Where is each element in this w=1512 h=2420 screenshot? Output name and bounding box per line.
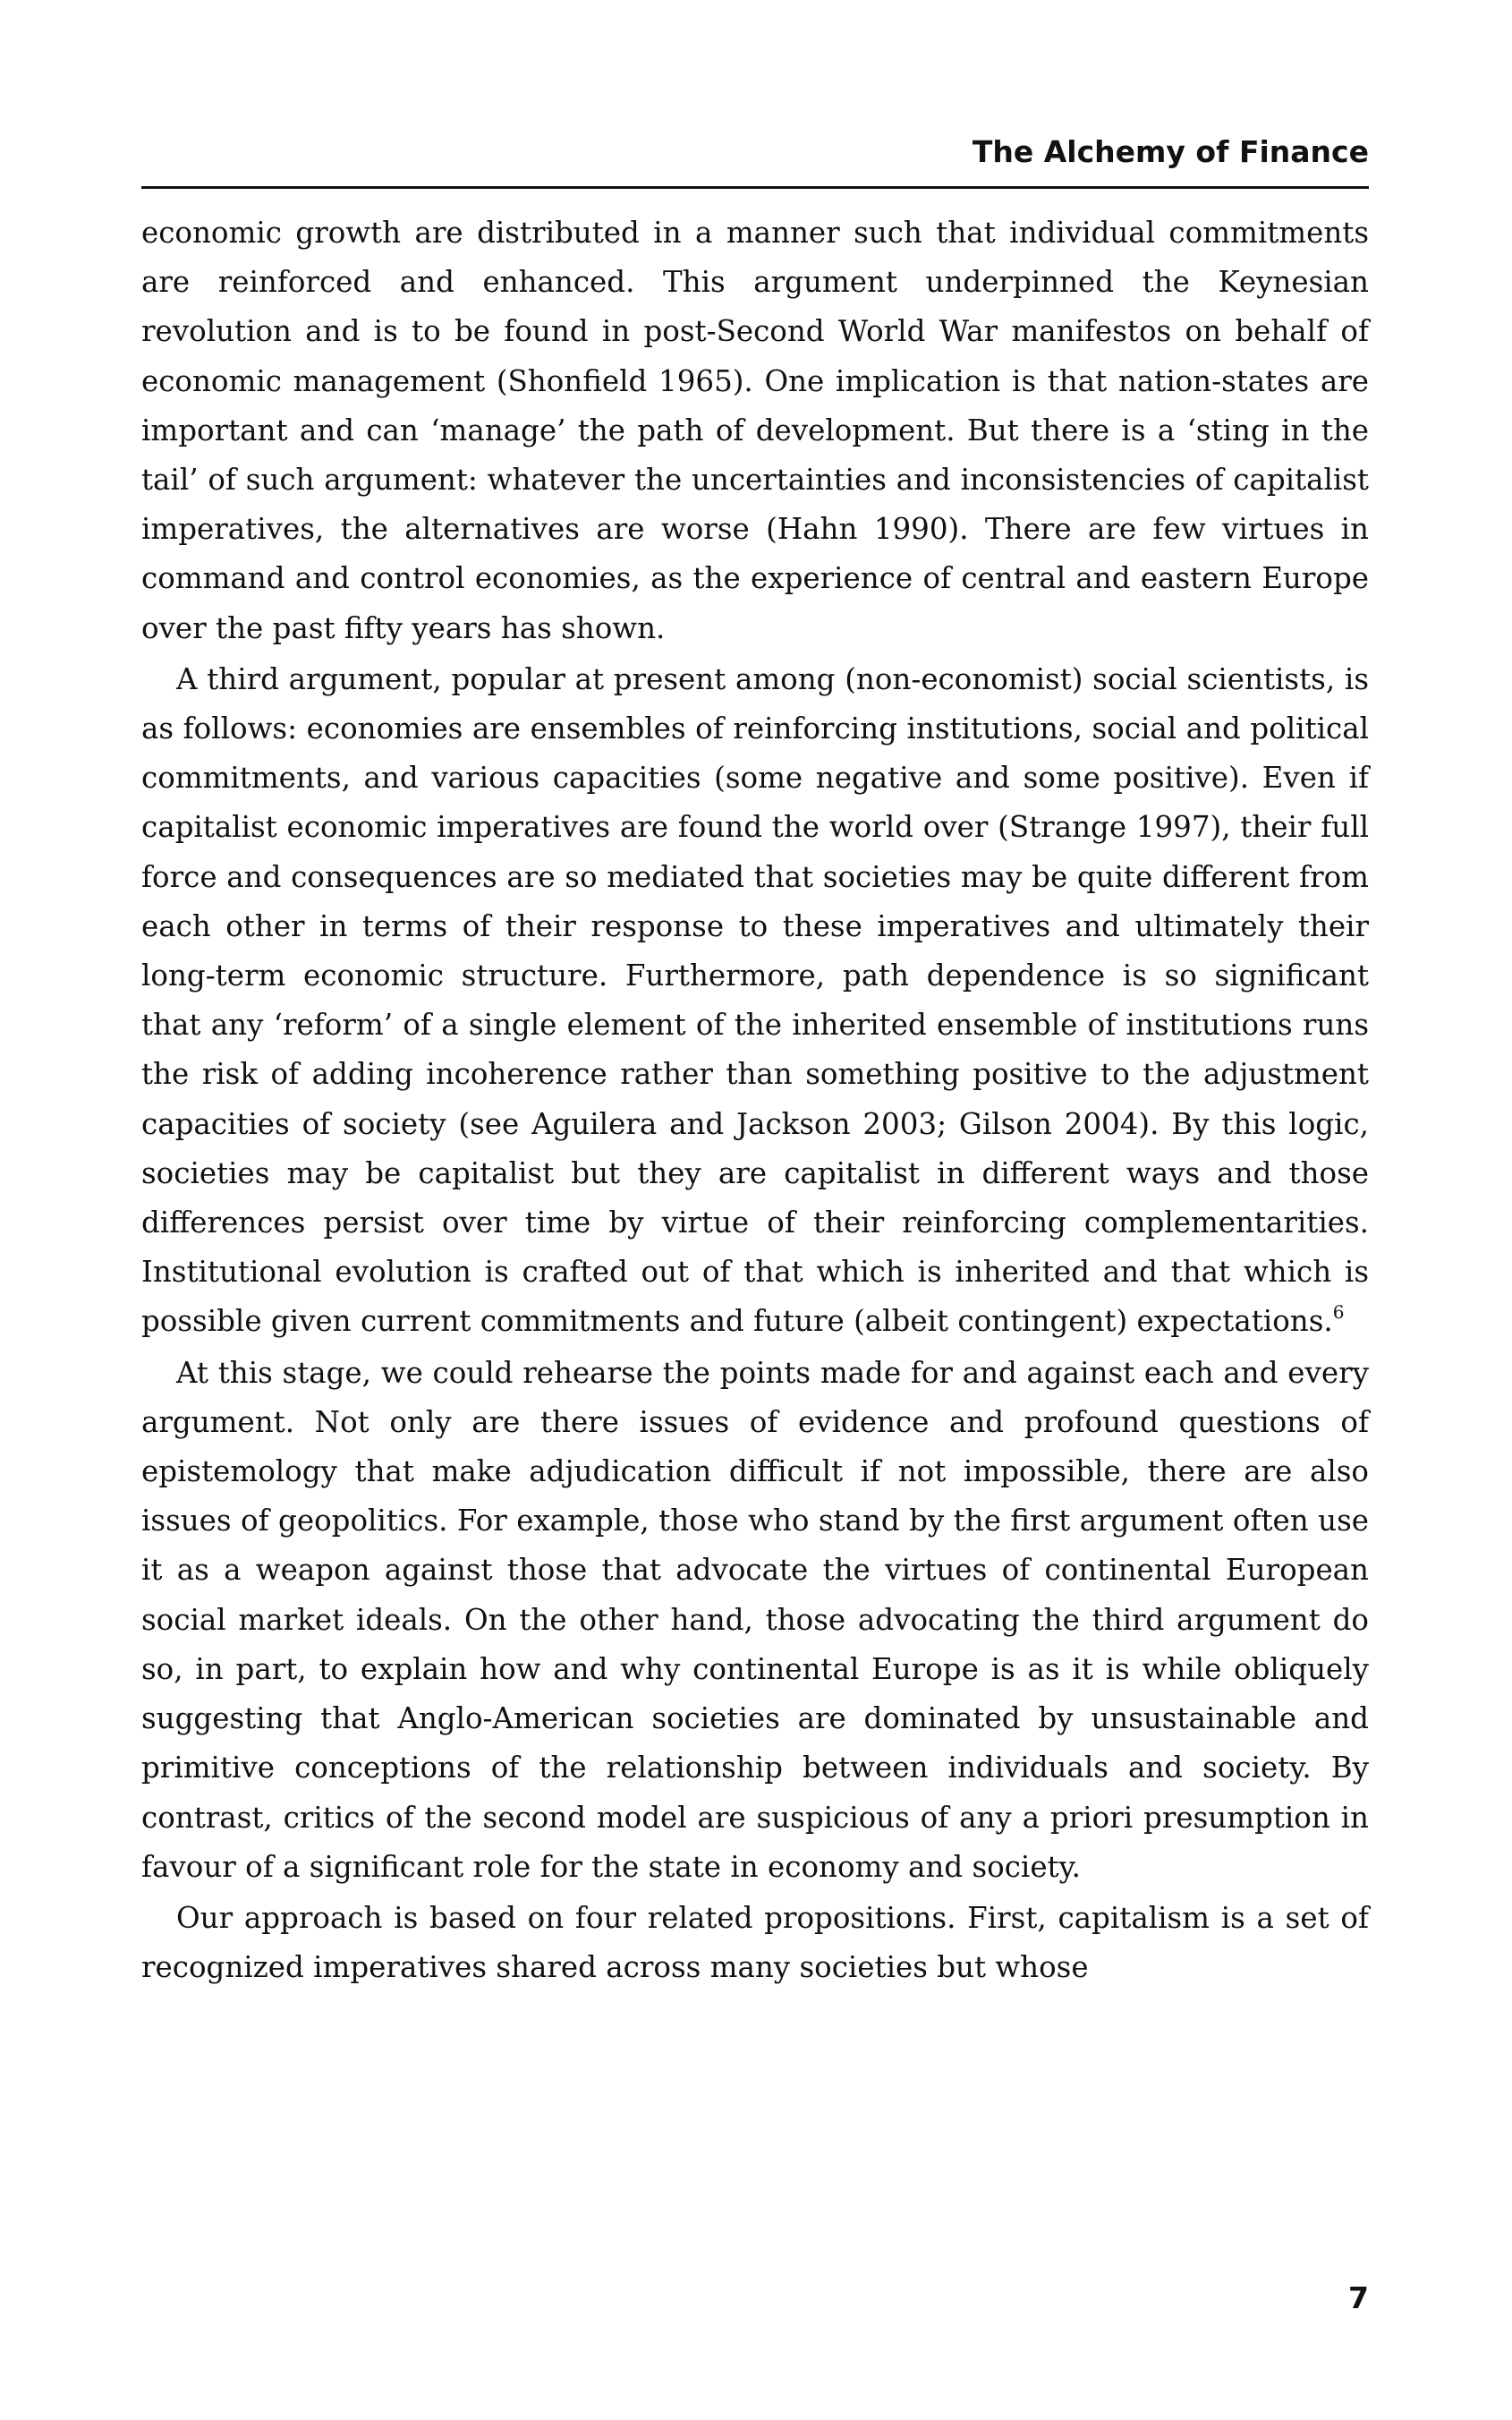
- paragraph-2: [141, 655, 1369, 1347]
- paragraph-1: economic growth are distributed in a manner such that individual commitments are reinforced and enhanced. This argument underpinned the Keynesian revolution and is to be found in post-Second World War manifestos on behalf of economic management (Shonfield 1965). One implication is that nation-states are important and can ‘manage’ the path of development. But there is a ‘sting in the tail’ of such argument: whatever the uncertainties and inconsistencies of capitalist imperatives, the alternatives are worse (Hahn 1990). There are few virtues in command and control economies, as the experience of central and eastern Europe over the past fifty years has shown.: [141, 216, 1369, 645]
- body-text: [141, 209, 1369, 1992]
- page: [141, 134, 1369, 1992]
- paragraph-3: At this stage, we could rehearse the points made for and against each and every argument. Not only are there issues of evidence and profound questions of epistemology that make adjudication difficult if not impossible, there are also issues of geopolitics. For example, those who stand by the first argument often use it as a weapon against those that advocate the virtues of continental European social market ideals. On the other hand, those advocating the third argument do so, in part, to explain how and why continental Europe is as it is while obliquely suggesting that Anglo-American societies are dominated by unsustainable and primitive conceptions of the relationship between individuals and society. By contrast, critics of the second model are suspicious of any a priori presumption in favour of a significant role for the state in economy and society.: [141, 1355, 1369, 1884]
- paragraph-4: Our approach is based on four related propositions. First, capitalism is a set of recognized imperatives shared across many societies but whose: [141, 1900, 1369, 1985]
- paragraph-2-text: A third argument, popular at present among (non-economist) social scientists, is as follows: economies are ensembles of reinforcing institutions, social and political commitments, and various capacities (some negative and some positive). Even if capitalist economic imperatives are found the world over (Strange 1997), their full force and consequences are so mediated that societies may be quite different from each other in terms of their response to these imperatives and ultimately their long-term economic structure. Furthermore, path dependence is so significant that any ‘reform’ of a single element of the inherited ensemble of institutions runs the risk of adding incoherence rather than something positive to the adjustment capacities of society (see Aguilera and Jackson 2003; Gilson 2004). By this logic, societies may be capitalist but they are capitalist in different ways and those differences persist over time by virtue of their reinforcing complementarities. Institutional evolution is crafted out of that which is inherited and that which is possible given current commitments and future (albeit contingent) expectations.: [141, 661, 1369, 1339]
- header-rule: [141, 186, 1369, 189]
- footnote-ref[interactable]: 6: [1332, 1301, 1345, 1324]
- page-number: 7: [1348, 2280, 1369, 2315]
- running-head: The Alchemy of Finance: [972, 134, 1369, 169]
